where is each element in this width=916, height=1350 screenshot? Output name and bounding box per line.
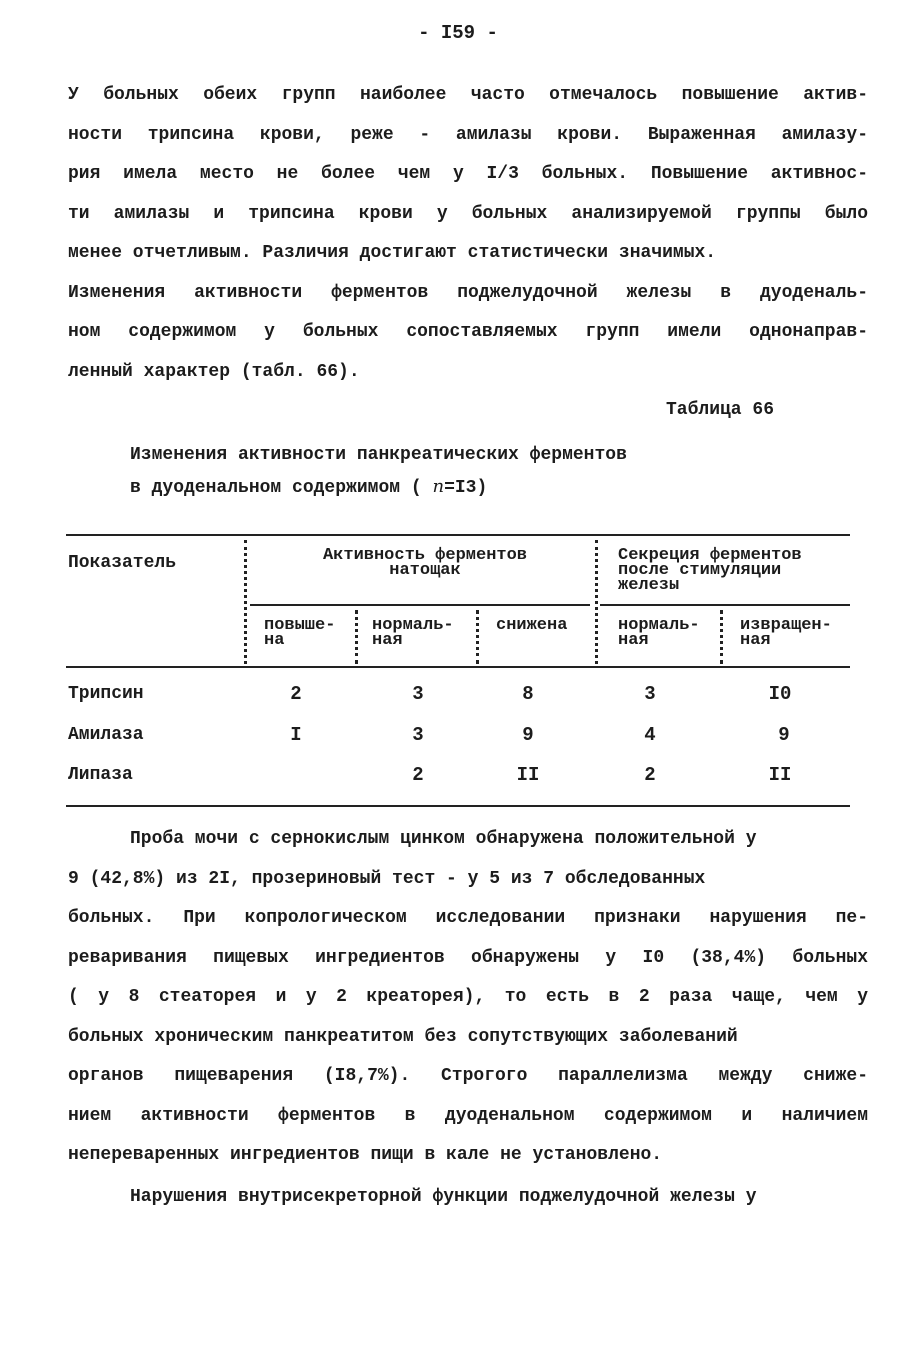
subheader-increased: повыше-на [264, 616, 336, 650]
header-fasting-activity: Активность ферментов натощак [322, 546, 528, 580]
text-line: непереваренных ингредиентов пищи в кале не установлено. [68, 1145, 663, 1165]
text-line: ленный характер (табл. 66). [68, 361, 360, 382]
table-cell: 2 [412, 764, 424, 786]
table-title-line2 [130, 471, 627, 504]
text-line: ности трипсина крови, реже - амилазы крови. Выраженная амилазу- [68, 124, 868, 145]
text-line: больных. При копрологическом исследовании признаки нарушения пе- [68, 908, 868, 928]
text-line: больных хроническим панкреатитом без сопутствующих заболеваний [68, 1026, 738, 1047]
table-cell: 2 [644, 764, 656, 786]
page-number: - I59 - [418, 22, 498, 44]
table-cell: I0 [768, 683, 792, 705]
table-top-rule [66, 534, 850, 536]
table-cell: 4 [644, 724, 656, 746]
text-line: нием активности ферментов в дуоденальном содержимом и наличием [68, 1105, 868, 1126]
column-divider [720, 610, 723, 664]
column-divider [355, 610, 358, 664]
table-label: Таблица 66 [666, 400, 775, 420]
table-cell: II [516, 764, 540, 786]
group1-underline [250, 604, 590, 606]
paragraph-2 [68, 820, 868, 1176]
table-cell: 3 [412, 724, 424, 746]
table-cell: 9 [522, 724, 534, 746]
text-line: Нарушения внутрисекреторной функции поджелудочной железы у [130, 1187, 757, 1207]
table-cell: 3 [644, 683, 656, 705]
row-label-trypsin: Трипсин [68, 684, 144, 704]
subheader-normal: нормаль-ная [372, 616, 454, 650]
group2-underline [600, 604, 850, 606]
text-line: Изменения активности ферментов поджелудочной железы в дуоденаль- [68, 282, 868, 303]
table-cell: 2 [290, 683, 302, 705]
row-label-lipase: Липаза [68, 765, 133, 785]
text-line: 9 (42,8%) из 2I, прозериновый тест - у 5 из 7 обследованных [68, 868, 706, 889]
table-title-line1: Изменения активности панкреатических ферментов [130, 445, 627, 465]
text-line: органов пищеварения (I8,7%). Строгого параллелизма между сниже- [68, 1066, 868, 1086]
text-line: ( у 8 стеаторея и у 2 креаторея), то есть в 2 раза чаще, чем у [68, 987, 868, 1007]
column-divider [244, 540, 247, 664]
row-label-amylase: Амилаза [68, 725, 144, 745]
text-line: ном содержимом у больных сопоставляемых групп имели однонаправ- [68, 322, 868, 342]
table-cell: 3 [412, 683, 424, 705]
column-divider [476, 610, 479, 664]
sample-size-symbol: n [432, 476, 445, 497]
paragraph-3 [68, 1178, 868, 1218]
table-cell: I [290, 724, 302, 746]
subheader-perverted-secretion: извращен-ная [740, 616, 832, 650]
header-indicator: Показатель [68, 553, 177, 573]
paragraph-1 [68, 76, 868, 392]
table-header-rule [66, 666, 850, 668]
text-line: менее отчетливым. Различия достигают статистически значимых. [68, 243, 717, 263]
text-line: реваривания пищевых ингредиентов обнаружены у I0 (38,4%) больных [68, 947, 868, 968]
text-line: рия имела место не более чем у I/3 больных. Повышение активнос- [68, 164, 868, 184]
sample-size-value: =I3) [444, 478, 488, 498]
column-divider [595, 540, 598, 664]
text-line: У больных обеих групп наиболее часто отмечалось повышение актив- [68, 85, 868, 105]
table-cell: 8 [522, 683, 534, 705]
text-line: Проба мочи с сернокислым цинком обнаружена положительной у [130, 829, 757, 849]
text-line: ти амилазы и трипсина крови у больных анализируемой группы было [68, 203, 868, 224]
table-bottom-rule [66, 805, 850, 807]
table-cell: 9 [778, 724, 790, 746]
table-cell: II [768, 764, 792, 786]
subheader-decreased: снижена [496, 616, 568, 635]
header-stimulated-secretion: Секреция ферментов после стимуляции железы [618, 546, 802, 595]
table-title [130, 440, 627, 504]
table-title-text: в дуоденальном содержимом ( [130, 478, 422, 498]
subheader-normal-secretion: нормаль-ная [618, 616, 700, 650]
